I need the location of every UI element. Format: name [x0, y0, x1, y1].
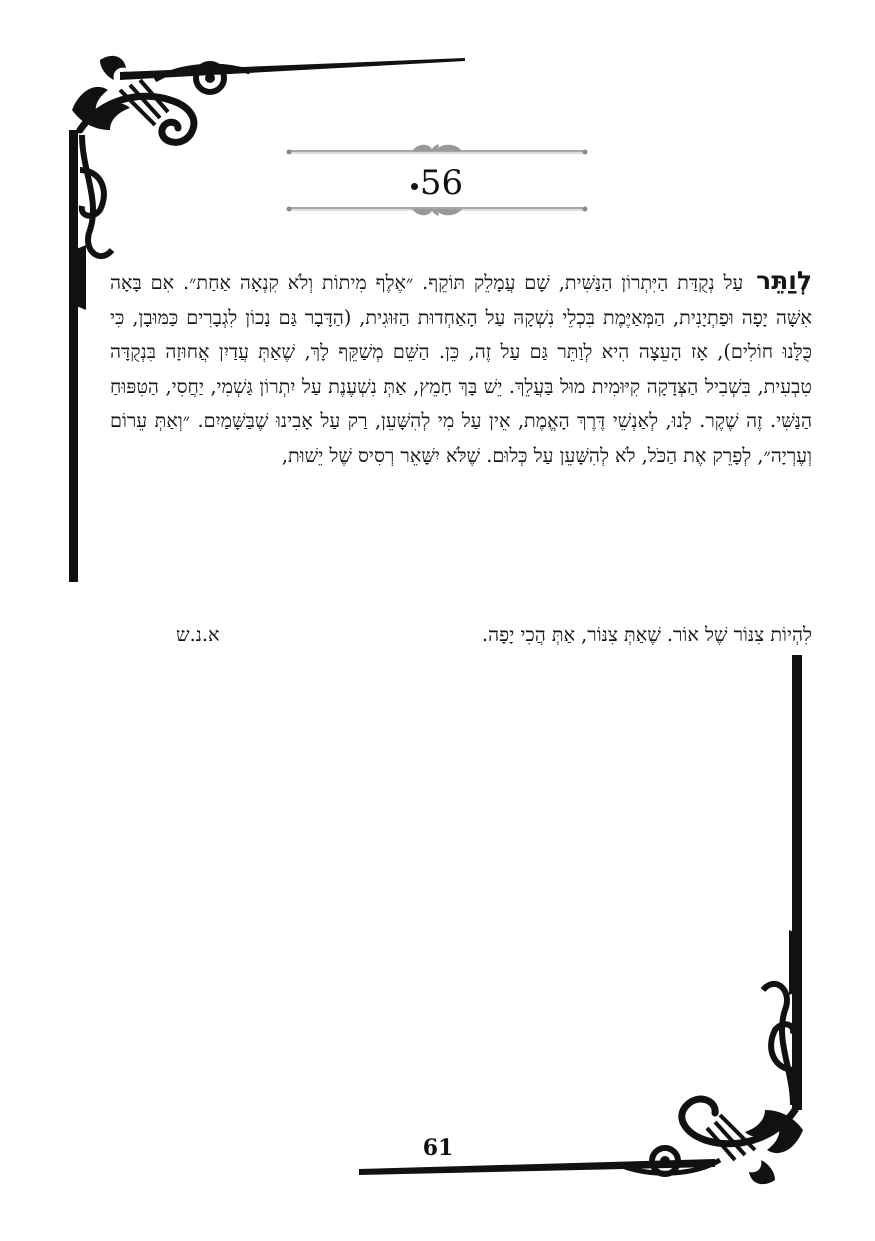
corner-ornament-bottom-right [355, 655, 815, 1195]
author-initials: א.נ.ש [176, 623, 220, 646]
closing-line [110, 618, 812, 652]
lead-word: לְוַתֵּר [756, 266, 812, 295]
paragraph-text: עַל נְקֻדַּת הַיִּתְרוֹן הַנַּשִּׁית, שָׁם עֲמָלֵק תּוֹקֵף. ״אֶלֶף מִיתוֹת וְלֹא קִנְאָה אַחַת״. אִם בָּאָה אִשָּׁה יָפָה וּפַתְיָנִית, הַמְּאַיֶּמֶת בִּכְלֵי נִשְׁקָהּ עַל הָאַחְדוּת הַזּוּגִית, (הַדָּבָר גַּם נָכוֹן לִגְבָרִים כַּמּוּבָן, כִּי כֻּלָּנוּ חוֹלִים), אָז הָעֵצָה הִיא לְוַתֵּר גַּם עַל זֶה, כֵּן. הַשֵּׁם מְשַׁקֵּף לָךְ, שֶׁאַתְּ עֲדַיִן אֲחוּזָה בִּנְקֻדָּה טִבְעִית, בִּשְׁבִיל הַצְּדָקָה קִיּוּמִית מוּל בַּעֲלֵךְ. יֵשׁ בָּךְ חָמֵץ, אַתְּ נִשְׁעֶנֶת עַל יִתְרוֹן גַּשְׁמִי, יַחֲסִי, הַטִּפּוּחַ הַנַּשִּׁי. זֶה שֶׁקֶר. לָנוּ, לְאַנְשֵׁי דֶּרֶךְ הָאֱמֶת, אֵין עַל מִי לְהִשָּׁעֵן, רַק עַל אָבִינוּ שֶׁבַּשָּׁמַיִם. ״וְאַתְּ עֵרוֹם וְעֶרְיָה״, לְפָרֵק אֶת הַכֹּל, לֹא לְהִשָּׁעֵן עַל כְּלוּם. שֶׁלֹּא יִשָּׁאֵר רְסִיס שֶׁל יֵשׁוּת, [110, 271, 812, 467]
page-number: 61 [422, 1135, 454, 1161]
bullet-dot-icon [411, 183, 418, 190]
closing-sentence: לִהְיוֹת צִנּוֹר שֶׁל אוֹר. שֶׁאַתְּ צִנּוֹר, אַתְּ הֲכִי יָפָה. [482, 623, 812, 646]
entry-number-value: 56 [419, 163, 464, 203]
entry-number [286, 163, 588, 203]
entry-title-frame [286, 143, 588, 219]
decorative-rule-top [286, 143, 588, 155]
decorative-rule-bottom [286, 205, 588, 217]
entry-paragraph [110, 264, 812, 474]
